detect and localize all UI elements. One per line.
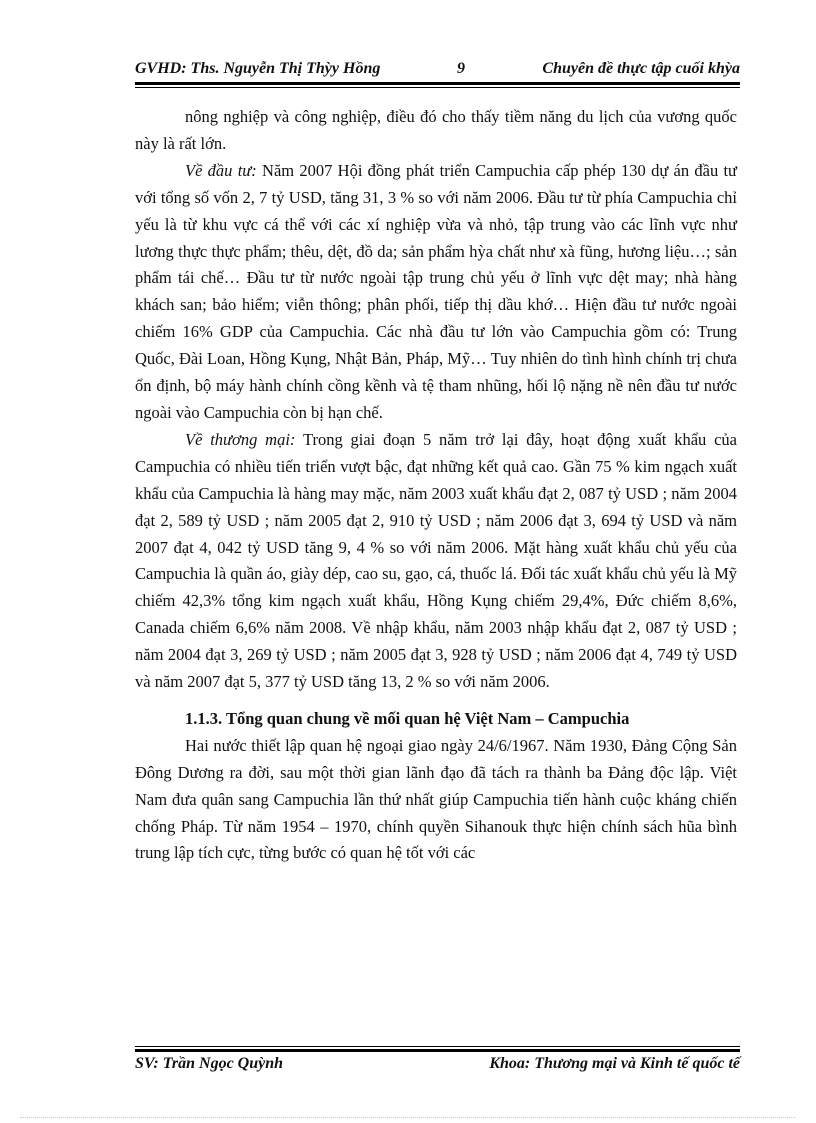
footer-faculty: Khoa: Thương mại và Kinh tế quốc tế (489, 1055, 740, 1072)
page-header (135, 58, 740, 82)
paragraph-trade (135, 427, 737, 696)
section-heading: 1.1.3. Tổng quan chung về mối quan hệ Việt Nam – Campuchia (185, 708, 630, 728)
footer-rule-thick (135, 1049, 740, 1052)
paragraph-investment (135, 158, 737, 427)
paragraph-tourism-end: nông nghiệp và công nghiệp, điều đó cho thấy tiềm năng du lịch của vương quốc này là rất lớn. (135, 107, 737, 153)
header-rule-thick (135, 82, 740, 85)
footer-student: SV: Trần Ngọc Quỳnh (135, 1055, 284, 1072)
trade-label: Về thương mại: (185, 429, 296, 449)
paragraph-relations: Hai nước thiết lập quan hệ ngoại giao ngày 24/6/1967. Năm 1930, Đảng Cộng Sản Đông Dương ra đời, sau một thời gian lãnh đạo đã tách ra thành ba Đảng độc lập. Việt Nam đưa quân sang Campuchia lần thứ nhất giúp Campuchia tiến hành cuộc kháng chiến chống Pháp. Từ năm 1954 – 1970, chính quyền Sihanouk thực hiện chính sách hũa bình trung lập tích cực, từng bước có quan hệ tốt với các (135, 735, 737, 863)
investment-label: Về đầu tư: (185, 160, 257, 180)
page-footer (135, 1053, 740, 1077)
header-rule-thin (135, 87, 740, 88)
trade-text: Trong giai đoạn 5 năm trở lại đây, hoạt động xuất khẩu của Campuchia có nhiều tiến triển vượt bậc, đạt những kết quả cao. Gần 75 % kim ngạch xuất khẩu của Campuchia là hàng may mặc, năm 2003 xuất khẩu đạt 2, 087 tỷ USD ; năm 2004 đạt 2, 589 tỷ USD ; năm 2005 đạt 2, 910 tỷ USD ; năm 2006 đạt 3, 694 tỷ USD và năm 2007 đạt 4, 042 tỷ USD tăng 9, 4 % so với năm 2006. Mặt hàng xuất khẩu chủ yếu của Campuchia là quần áo, giày dép, cao su, gạo, cá, thuốc lá. Đối tác xuất khẩu chủ yếu là Mỹ chiếm 42,3% tổng kim ngạch xuất khẩu, Hồng Kụng chiếm 29,4%, Đức chiếm 8,6%, Canada chiếm 6,6% năm 2008. Về nhập khẩu, năm 2003 nhập khẩu đạt 2, 087 tỷ USD ; năm 2004 đạt 3, 269 tỷ USD ; năm 2005 đạt 3, 928 tỷ USD ; năm 2006 đạt 4, 749 tỷ USD và năm 2007 đạt 5, 377 tỷ USD tăng 13, 2 % so với năm 2006. (135, 429, 737, 692)
header-instructor: GVHD: Ths. Nguyễn Thị Thỳy Hồng (135, 60, 381, 77)
header-report-title: Chuyên đề thực tập cuối khỳa (542, 60, 740, 77)
document-body (135, 104, 737, 867)
header-page-number: 9 (457, 60, 465, 77)
footer-rule-thin (135, 1046, 740, 1047)
investment-text: Năm 2007 Hội đồng phát triển Campuchia cấp phép 130 dự án đầu tư với tổng số vốn 2, 7 tỷ USD, tăng 31, 3 % so với năm 2006. Đầu tư từ phía Campuchia chỉ yếu là từ khu vực cá thể với các xí nghiệp vừa và nhỏ, tập trung vào các lĩnh vực như lương thực thực phẩm; thêu, dệt, đồ da; sản phẩm hỳa chất như xà fũng, hương liệu…; sản phẩm tái chế… Đầu tư từ nước ngoài tập trung chủ yếu ở lĩnh vực dệt may; nhà hàng khách san; bảo hiểm; viễn thông; phân phối, tiếp thị dầu khớ… Hiện đầu tư nước ngoài chiếm 16% GDP của Campuchia. Các nhà đầu tư lớn vào Campuchia gồm có: Trung Quốc, Đài Loan, Hồng Kụng, Nhật Bản, Pháp, Mỹ… Tuy nhiên do tình hình chính trị chưa ổn định, bộ máy hành chính cồng kềnh và tệ tham nhũng, hối lộ nặng nề nên đầu tư nước ngoài vào Campuchia còn bị hạn chế. (135, 160, 738, 422)
page-boundary-dotted-line (20, 1117, 796, 1118)
